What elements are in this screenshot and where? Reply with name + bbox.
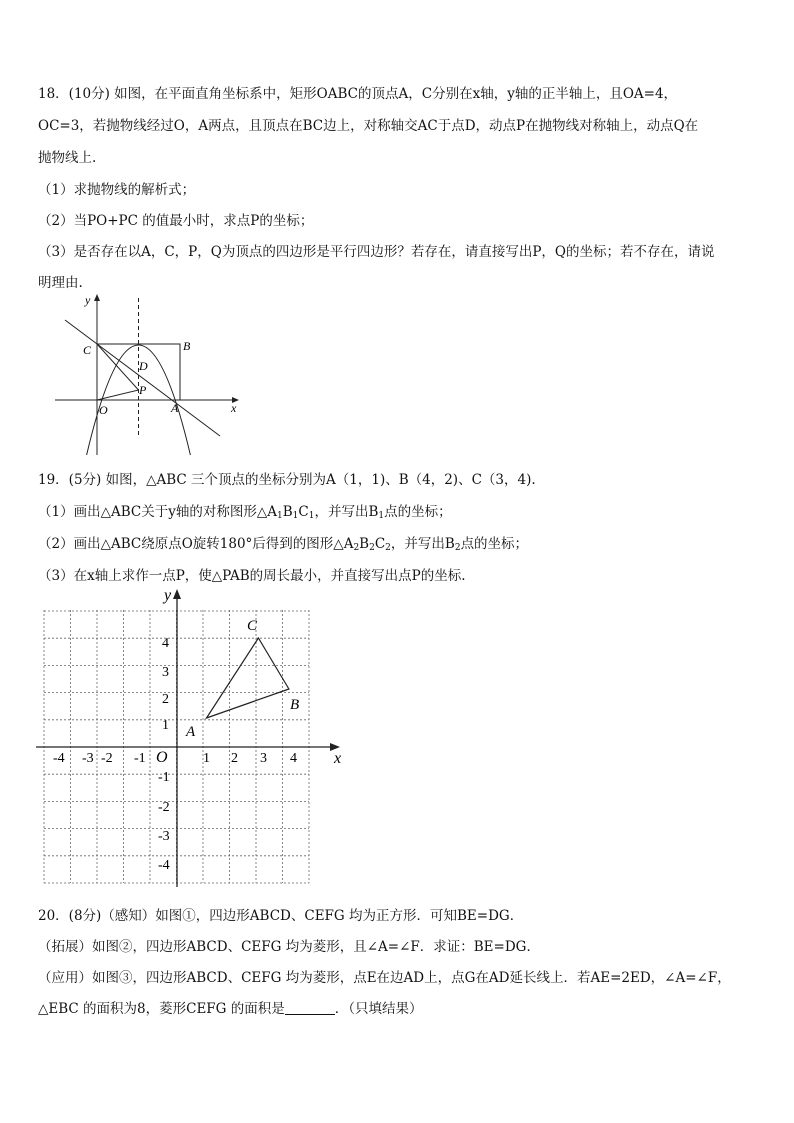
q19-line-3-sub-4: 2 (454, 543, 461, 553)
q19-grid-label-a: A (186, 724, 196, 740)
q19-line-3-sub-2: 2 (369, 543, 375, 553)
q19-y-tick-1: 1 (162, 718, 169, 733)
q20-line-4 (38, 997, 423, 1017)
q19-y-tick-neg4: -4 (158, 858, 170, 873)
q18-line-1: 18．(10分) 如图，在平面直角坐标系中，矩形OABC的顶点A，C分别在x轴，y轴的正半轴上，且OA=4， (38, 86, 678, 102)
q19-grid-x-label: x (334, 750, 342, 767)
q18-fig-label-p: P (139, 383, 147, 397)
q19-line-2-e: 点的坐标； (384, 504, 452, 520)
q19-line-3-sub-3: 2 (385, 543, 391, 553)
q18-line-2: OC=3，若抛物线经过O，A两点，且顶点在BC边上，对称轴交AC于点D，动点P在抛物线对称轴上，动点Q在 (38, 118, 699, 134)
q18-line-3: 抛物线上. (38, 150, 97, 166)
q19-line-2-c: C (298, 504, 309, 520)
q18-fig-x-label: x (231, 401, 237, 415)
q19-line-3-c: C (374, 536, 386, 552)
q19-line-3-d: ，并写出B (390, 536, 455, 552)
q19-x-tick-3: 3 (260, 751, 267, 766)
q19-x-tick-4: 4 (290, 751, 297, 766)
q19-grid-figure (36, 585, 352, 890)
q19-x-tick-neg2: -2 (101, 751, 113, 766)
q19-grid-label-b: B (290, 697, 300, 713)
q18-fig-label-o: O (99, 403, 108, 417)
q18-fig-y-label: y (85, 293, 91, 307)
q19-line-3-a: （2）画出△ABC绕原点O旋转180°后得到的图形△A (38, 536, 354, 552)
q19-line-2-b: B (282, 504, 293, 520)
q19-x-tick-neg1: -1 (134, 751, 146, 766)
q19-grid-label-c: C (247, 618, 258, 634)
q19-line-1: 19．(5分) 如图，△ABC 三个顶点的坐标分别为A（1，1)、B（4，2)、C（3，4). (38, 472, 536, 488)
q18-line-7: 明理由. (38, 275, 83, 291)
q18-fig-label-c: C (83, 343, 92, 357)
q19-line-3-b: B (359, 536, 370, 552)
q19-line-3-sub-1: 2 (353, 543, 360, 553)
q19-x-tick-neg3: -3 (82, 751, 94, 766)
q19-line-2-sub-3: 1 (308, 511, 315, 521)
q19-y-tick-4: 4 (162, 636, 169, 651)
answer-blank[interactable] (285, 1002, 335, 1015)
q19-line-3 (38, 532, 528, 553)
q18-line-4: （1）求抛物线的解析式； (38, 182, 196, 198)
q19-line-3-e: 点的坐标； (460, 536, 529, 552)
q19-x-tick-2: 2 (231, 751, 238, 766)
q18-figure (55, 290, 255, 460)
q19-grid-y-label: y (164, 587, 172, 604)
q20-line-1: 20．(8分)（感知）如图①，四边形ABCD、CEFG 均为正方形．可知BE=DG． (38, 908, 524, 924)
q18-fig-label-a: A (171, 401, 179, 415)
q19-y-tick-3: 3 (162, 665, 169, 680)
q18-line-5: （2）当PO+PC 的值最小时，求点P的坐标； (38, 213, 314, 229)
q20-line-4-b: ．（只填结果） (334, 1001, 423, 1017)
q19-grid-origin-label: O (156, 749, 168, 766)
q19-line-2-a: （1）画出△ABC关于y轴的对称图形△A (38, 504, 277, 520)
q19-line-2 (38, 500, 452, 521)
q19-line-2-sub-2: 1 (292, 511, 299, 521)
q19-x-tick-1: 1 (203, 751, 210, 766)
q18-fig-label-b: B (183, 339, 191, 353)
q19-line-2-sub-4: 1 (378, 511, 385, 521)
q19-y-tick-neg1: -1 (158, 770, 170, 785)
q18-line-6: （3）是否存在以A，C，P，Q为顶点的四边形是平行四边形？若存在，请直接写出P，Q的坐标；若不存在，请说 (38, 244, 715, 260)
q20-line-2: （拓展）如图②，四边形ABCD、CEFG 均为菱形，且∠A=∠F．求证：BE=DG． (38, 939, 540, 955)
q19-y-tick-neg3: -3 (158, 829, 170, 844)
q20-line-3: （应用）如图③，四边形ABCD、CEFG 均为菱形，点E在边AD上，点G在AD延长线上．若AE=2ED，∠A=∠F， (38, 970, 731, 986)
q20-line-4-a: △EBC 的面积为8，菱形CEFG 的面积是 (38, 1001, 285, 1017)
q19-y-tick-2: 2 (162, 692, 169, 707)
q19-y-tick-neg2: -2 (158, 800, 170, 815)
q19-line-4: （3）在x轴上求作一点P，使△PAB的周长最小，并直接写出点P的坐标. (38, 568, 466, 584)
q18-fig-label-d: D (139, 359, 148, 373)
q19-line-2-d: ，并写出B (314, 504, 379, 520)
q19-line-2-sub-1: 1 (276, 511, 283, 521)
q19-x-tick-neg4: -4 (53, 751, 65, 766)
